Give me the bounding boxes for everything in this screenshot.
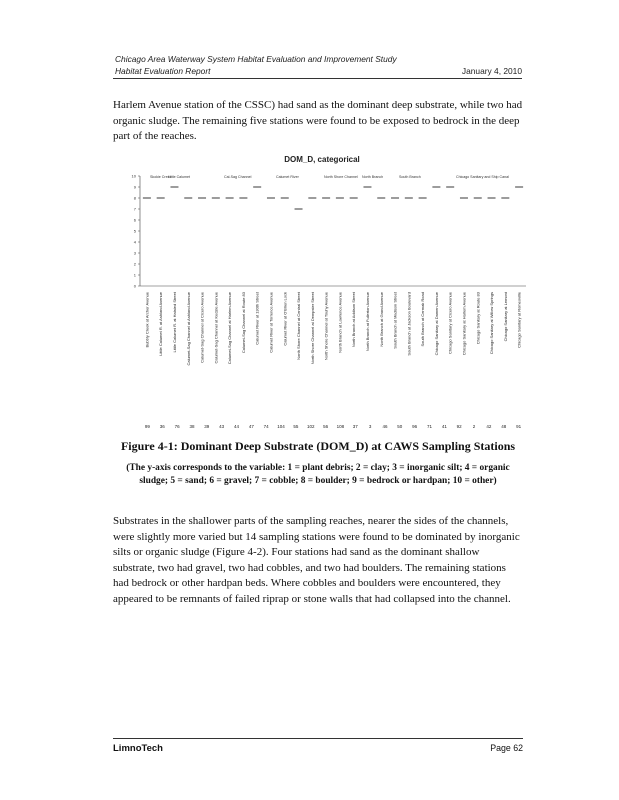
chart-x-tick-label: Chicago Sanitary at Harlem Avenue [461, 292, 467, 356]
chart-y-tick-label: 5 [133, 228, 136, 234]
chart-group-label: Chicago Sanitary and Ship Canal [456, 175, 509, 179]
chart-y-tick-label: 1 [133, 272, 136, 278]
footer-rule [113, 738, 523, 739]
chart-y-tick-label: 2 [133, 261, 136, 267]
chart-y-tick-label: 0 [133, 283, 136, 289]
chart-y-tick-label: 7 [133, 206, 136, 212]
chart-x-tick-label: North Shore Channel at Central Street [296, 292, 302, 360]
chart-x-tick-label: Calumet-Sag Channel at Route 83 [240, 292, 246, 354]
chart-container [116, 148, 529, 436]
chart-title: DOM_D, categorical [284, 155, 360, 164]
chart-x-tick-label: North Shore Channel at Dempster Street [309, 292, 315, 365]
chart-x-tick-label: Chicago Sanitary at Romeoville [516, 292, 522, 348]
body-paragraph-2: Substrates in the shallower parts of the sampling reaches, nearer the sides of the channels, were slightly more varied but 14 sampling stations were found to be dominated by inorganic silts or organic sludge (Figure 4-2). Four stations had sand as the dominant shallow substrate, two had gravel, two had cobbles, and two had boulders. The remaining stations had bedrock or other hardpan beds. Where cobbles and boulders were encountered, they appeared to be remnants of failed riprap or stone walls that had collapsed into the channel. [113, 515, 520, 605]
chart-station-id: 2 [472, 424, 476, 429]
figure-note: (The y-axis corresponds to the variable: 1 = plant debris; 2 = clay; 3 = inorganic silt; 4 = organic sludge; 5 = sand; 6 = gravel; 7 = cobble; 8 = boulder; 9 = bedrock or hardpan; 10 = other) [126, 463, 510, 486]
chart-x-tick-label: Calumet-Sag Channel at Harlem Avenue [227, 292, 233, 365]
chart-x-tick-label: Chicago Sanitary at Willow Springs [489, 292, 495, 355]
chart-station-id: 42 [486, 424, 492, 429]
chart-y-tick-label: 3 [133, 250, 136, 256]
body-paragraph-1: Harlem Avenue station of the CSSC) had sand as the dominant deep substrate, while two had organic sludge. The remaining five stations were found to be exposed to bedrock in the deep part of the reaches. [113, 99, 523, 142]
chart-station-id: 43 [219, 424, 225, 429]
chart-station-id: 37 [352, 424, 358, 429]
chart-x-tick-label: North Branch at Grand Avenue [378, 292, 384, 347]
header-date: January 4, 2010 [461, 66, 522, 76]
chart-x-tick-label: North Shore Channel at Touhy Avenue [323, 292, 329, 361]
chart-station-id: 3 [368, 424, 372, 429]
chart-x-tick-label: Chicago Sanitary at Cicero Avenue [447, 292, 453, 354]
chart-group-label: Little Calumet [168, 175, 190, 179]
chart-group-label: Calumet River [276, 175, 299, 179]
header-rule [113, 78, 522, 79]
chart-x-tick-label: South Branch at Madison Street [392, 292, 398, 349]
chart-station-id: 104 [277, 424, 285, 429]
chart-y-tick-label: 6 [133, 217, 136, 223]
chart-station-id: 102 [306, 424, 315, 429]
chart-y-tick-label: 8 [133, 195, 136, 201]
chart-x-tick-label: Bubbly Creek at Archer Avenue [144, 292, 150, 348]
figure-title: Figure 4-1: Dominant Deep Substrate (DOM_D) at CAWS Sampling Stations [120, 439, 516, 453]
chart-station-id: 74 [263, 424, 269, 429]
chart-station-id: 55 [293, 424, 299, 429]
chart-x-tick-label: Little Calumet R. at Halsted Street [171, 292, 177, 353]
chart-station-id: 38 [189, 424, 195, 429]
chart-x-tick-label: North Branch at Addison Street [351, 292, 357, 348]
chart-y-tick-label: 9 [133, 184, 136, 190]
chart-x-tick-label: North Branch at Lawrence Avenue [337, 292, 343, 353]
chart-station-id: 46 [382, 424, 388, 429]
chart-station-id: 56 [323, 424, 329, 429]
chart-station-id: 41 [441, 424, 447, 429]
chart-x-tick-label: North Branch at Fullerton Avenue [364, 292, 370, 352]
header-subtitle: Habitat Evaluation Report [115, 66, 211, 76]
chart-x-tick-label: South Branch at Jackson Boulevard [406, 292, 412, 356]
chart-station-id: 108 [336, 424, 345, 429]
chart-x-tick-label: Little Calumet R. at Ashland Avenue [158, 292, 164, 356]
chart-station-id: 50 [397, 424, 403, 429]
chart-group-label: North Branch [362, 175, 384, 179]
chart-station-id: 99 [144, 424, 150, 429]
chart-station-id: 44 [233, 424, 240, 429]
chart-svg [116, 148, 529, 436]
footer-page: Page 62 [490, 743, 523, 753]
chart-station-id: 76 [174, 424, 180, 429]
chart-station-id: 91 [516, 424, 522, 429]
chart-x-tick-label: Calumet-Sag Channel at Cicero Avenue [199, 292, 205, 363]
chart-y-tick-label: 4 [133, 239, 136, 245]
chart-x-tick-label: Calumet-Sag Channel at Kedzie Avenue [213, 292, 219, 364]
chart-x-tick-label: Chicago Sanitary at Route 83 [475, 292, 481, 345]
chart-group-label: Skokie Creek [150, 175, 172, 179]
chart-station-id: 96 [412, 424, 418, 429]
chart-group-label: South Branch [399, 175, 421, 179]
chart-x-tick-label: Chicago Sanitary at Lemont [502, 292, 508, 342]
chart-x-tick-label: Calumet River at O'Brien Lock [282, 292, 288, 346]
chart-station-id: 36 [159, 424, 165, 429]
chart-x-tick-label: Calumet River at Torrence Avenue [268, 292, 274, 353]
chart-station-id: 71 [426, 424, 433, 429]
chart-group-label: Cal-Sag Channel [224, 175, 252, 179]
chart-y-tick-label: 10 [131, 173, 136, 179]
chart-x-tick-label: South Branch at Cermak Road [420, 292, 426, 347]
chart-x-tick-label: Calumet-Sag Channel at Ashland Avenue [185, 292, 191, 366]
chart-x-tick-label: Calumet River at 130th Street [254, 292, 260, 345]
chart-station-id: 39 [204, 424, 210, 429]
chart-station-id: 92 [456, 424, 462, 429]
chart-station-id: 48 [501, 424, 507, 429]
chart-station-id: 47 [248, 424, 254, 429]
chart-x-tick-label: Chicago Sanitary at Damen Avenue [433, 292, 439, 356]
footer-company: LimnoTech [113, 743, 163, 754]
header-title: Chicago Area Waterway System Habitat Evaluation and Improvement Study [115, 54, 397, 64]
chart-group-label: North Shore Channel [324, 175, 358, 179]
